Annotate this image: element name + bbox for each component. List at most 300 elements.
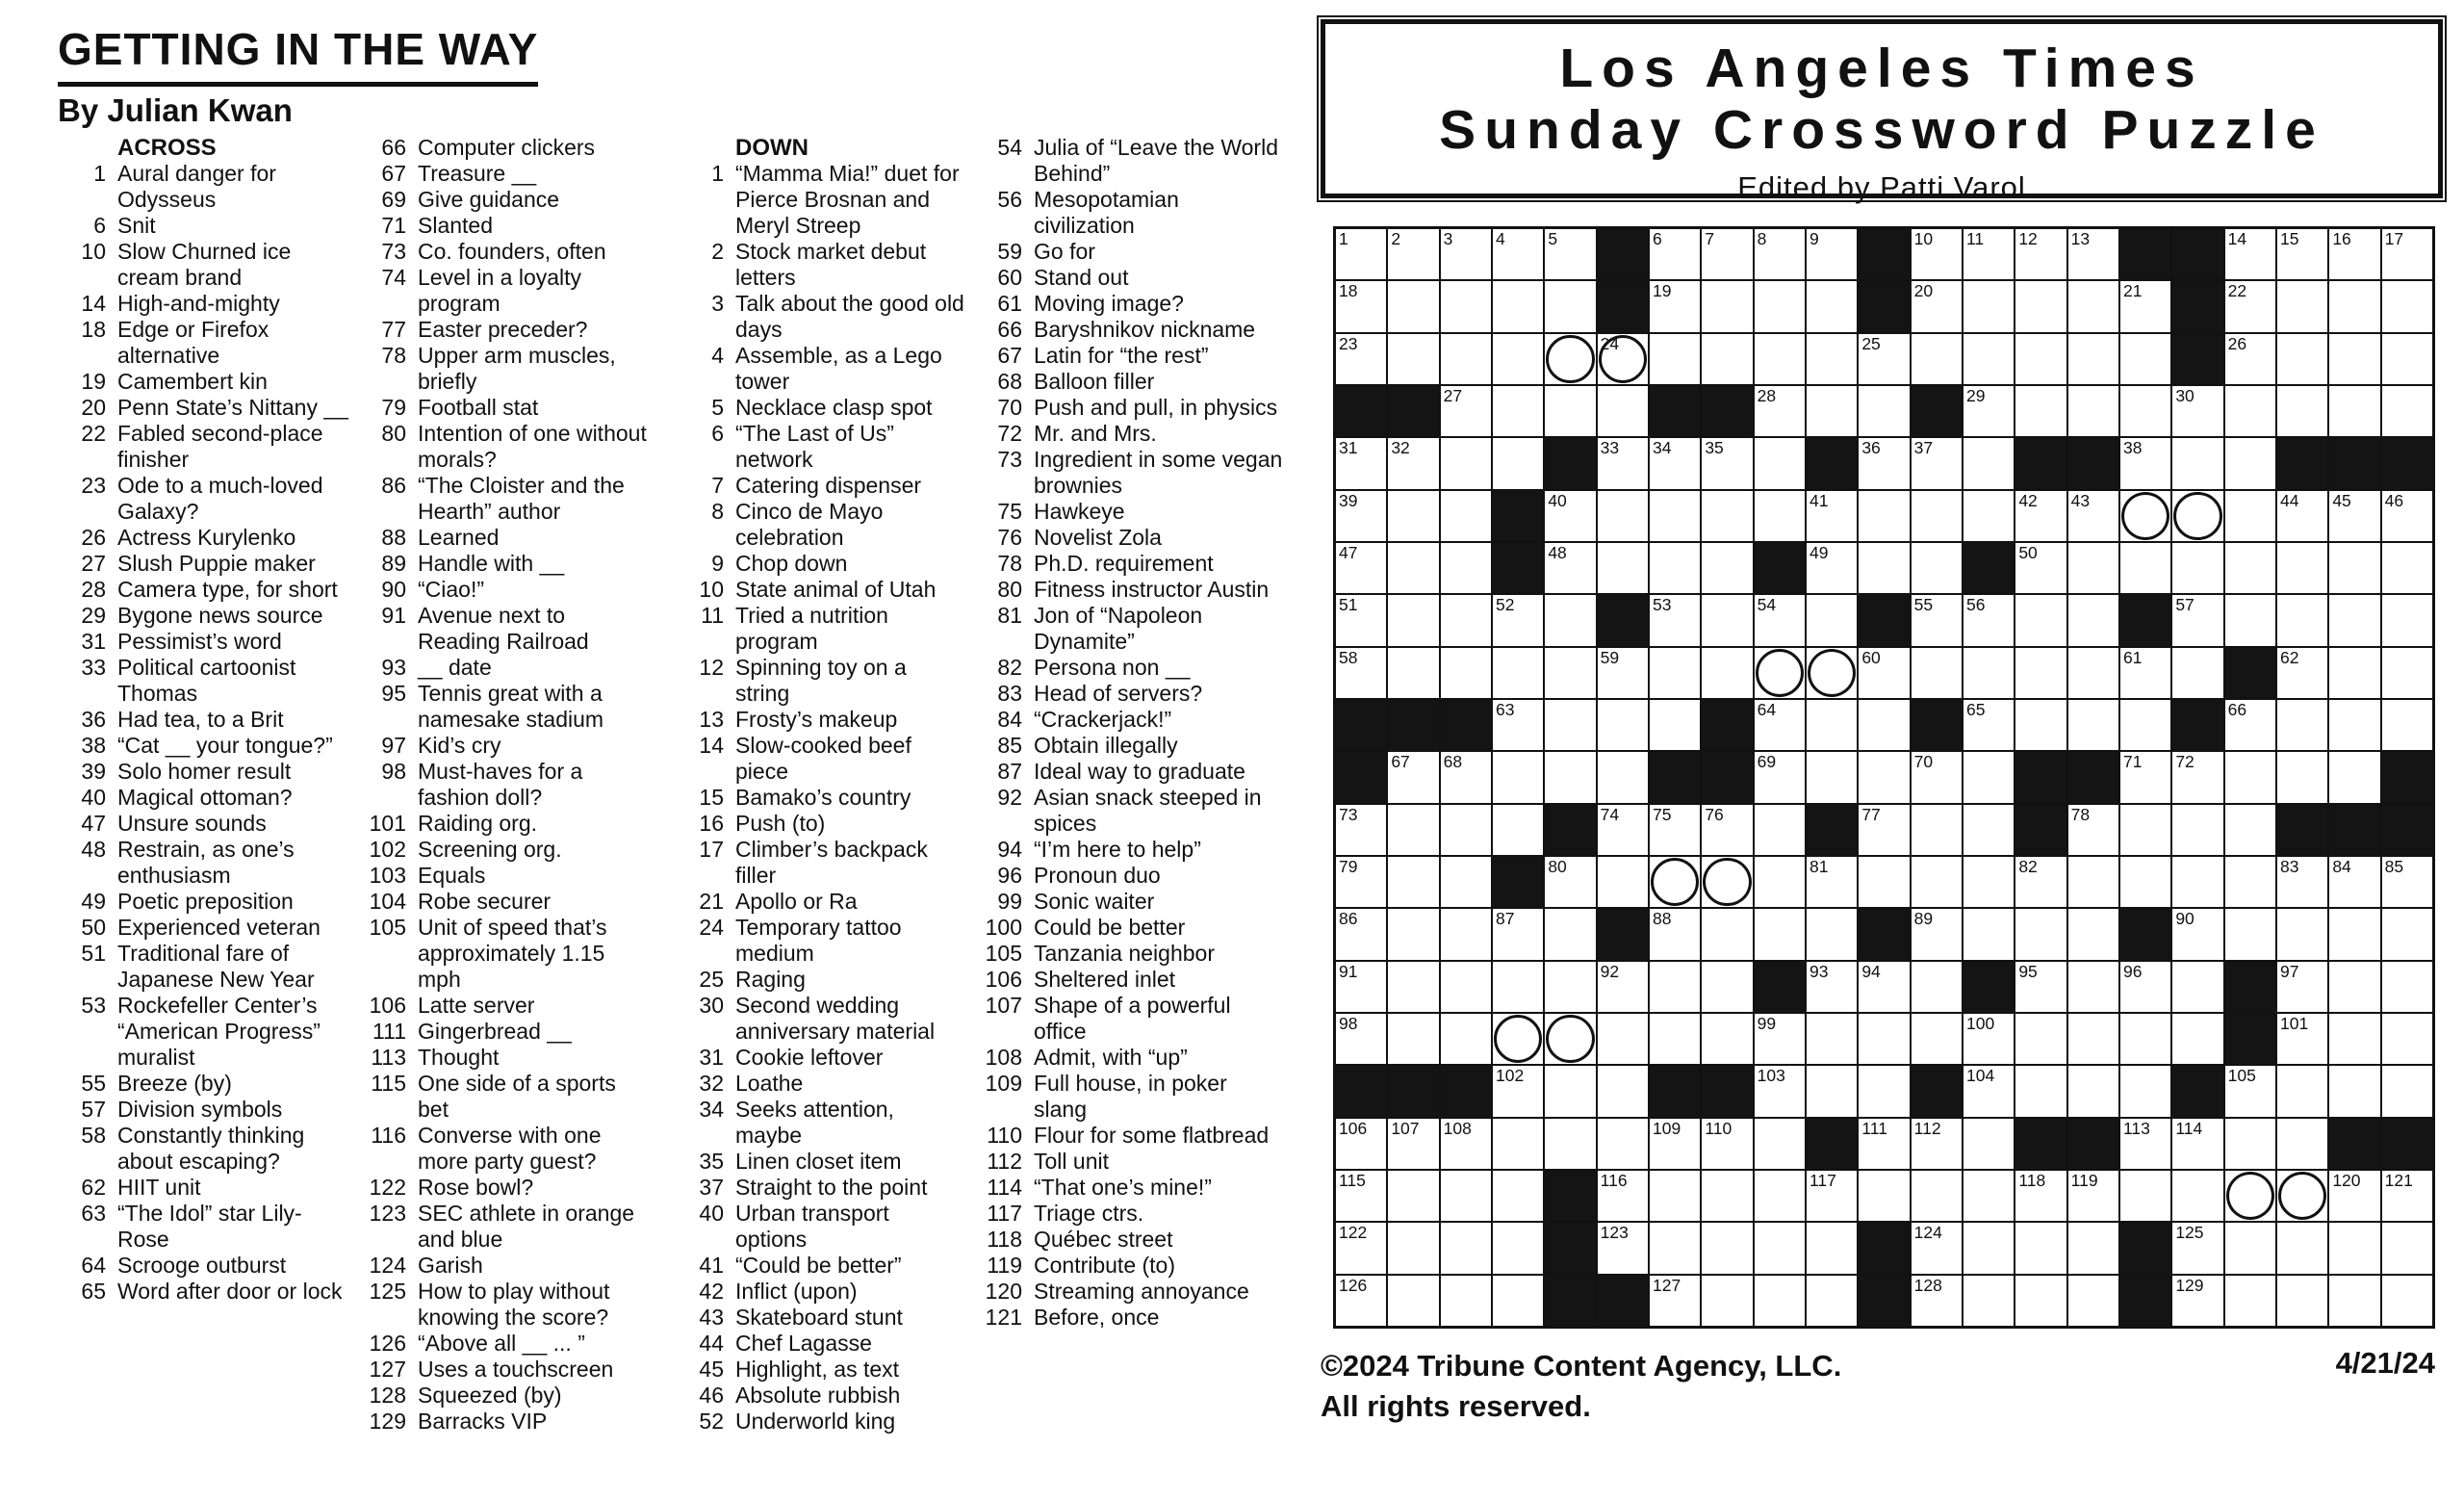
grid-cell[interactable] <box>2382 334 2432 384</box>
grid-cell[interactable] <box>1336 281 1386 331</box>
grid-cell[interactable] <box>2382 1014 2432 1064</box>
grid-cell[interactable] <box>1755 1014 1805 1064</box>
grid-cell[interactable] <box>1598 1223 1648 1273</box>
grid-cell[interactable] <box>2329 334 2379 384</box>
grid-cell[interactable] <box>2329 491 2379 541</box>
grid-cell[interactable] <box>2172 1171 2222 1221</box>
grid-cell[interactable] <box>1755 1276 1805 1326</box>
grid-cell[interactable] <box>1755 700 1805 750</box>
grid-cell[interactable] <box>2225 752 2275 802</box>
grid-cell[interactable] <box>1545 595 1595 645</box>
grid-cell[interactable] <box>2015 1014 2066 1064</box>
grid-cell[interactable] <box>1859 491 1909 541</box>
grid-cell[interactable] <box>1964 700 2014 750</box>
grid-cell[interactable] <box>2225 805 2275 855</box>
grid-cell[interactable] <box>2329 543 2379 593</box>
grid-cell[interactable] <box>1964 909 2014 959</box>
grid-cell[interactable] <box>1755 229 1805 279</box>
grid-cell[interactable] <box>1807 595 1857 645</box>
grid-cell[interactable] <box>2382 909 2432 959</box>
grid-cell[interactable] <box>2120 962 2170 1012</box>
grid-cell[interactable] <box>1807 700 1857 750</box>
grid-cell[interactable] <box>2015 229 2066 279</box>
grid-cell[interactable] <box>2015 386 2066 436</box>
grid-cell[interactable] <box>2225 543 2275 593</box>
grid-cell[interactable] <box>2382 281 2432 331</box>
grid-cell[interactable] <box>2225 1171 2275 1221</box>
grid-cell[interactable] <box>1964 1119 2014 1169</box>
grid-cell[interactable] <box>1755 281 1805 331</box>
grid-cell[interactable] <box>1912 752 1962 802</box>
grid-cell[interactable] <box>2329 962 2379 1012</box>
grid-cell[interactable] <box>1441 909 1491 959</box>
grid-cell[interactable] <box>1755 438 1805 488</box>
grid-cell[interactable] <box>1336 595 1386 645</box>
grid-cell[interactable] <box>2172 1119 2222 1169</box>
grid-cell[interactable] <box>1964 491 2014 541</box>
grid-cell[interactable] <box>2277 648 2327 698</box>
grid-cell[interactable] <box>1755 909 1805 959</box>
grid-cell[interactable] <box>1912 909 1962 959</box>
grid-cell[interactable] <box>2172 491 2222 541</box>
grid-cell[interactable] <box>2329 281 2379 331</box>
grid-cell[interactable] <box>2329 1276 2379 1326</box>
grid-cell[interactable] <box>1598 334 1648 384</box>
grid-cell[interactable] <box>1912 1014 1962 1064</box>
grid-cell[interactable] <box>1912 438 1962 488</box>
grid-cell[interactable] <box>2015 962 2066 1012</box>
grid-cell[interactable] <box>2329 229 2379 279</box>
grid-cell[interactable] <box>1650 543 1700 593</box>
grid-cell[interactable] <box>1545 1066 1595 1116</box>
grid-cell[interactable] <box>2120 281 2170 331</box>
grid-cell[interactable] <box>2172 1014 2222 1064</box>
grid-cell[interactable] <box>1912 648 1962 698</box>
grid-cell[interactable] <box>1807 962 1857 1012</box>
grid-cell[interactable] <box>1964 805 2014 855</box>
grid-cell[interactable] <box>1598 1014 1648 1064</box>
grid-cell[interactable] <box>2015 648 2066 698</box>
grid-cell[interactable] <box>1388 1223 1438 1273</box>
grid-cell[interactable] <box>2225 909 2275 959</box>
grid-cell[interactable] <box>2382 595 2432 645</box>
grid-cell[interactable] <box>1755 805 1805 855</box>
grid-cell[interactable] <box>2382 1276 2432 1326</box>
grid-cell[interactable] <box>2068 1223 2118 1273</box>
grid-cell[interactable] <box>2329 909 2379 959</box>
grid-cell[interactable] <box>1859 543 1909 593</box>
grid-cell[interactable] <box>1388 438 1438 488</box>
grid-cell[interactable] <box>1598 438 1648 488</box>
grid-cell[interactable] <box>2277 595 2327 645</box>
grid-cell[interactable] <box>1545 281 1595 331</box>
grid-cell[interactable] <box>1755 491 1805 541</box>
grid-cell[interactable] <box>1859 1171 1909 1221</box>
grid-cell[interactable] <box>2277 700 2327 750</box>
grid-cell[interactable] <box>2015 1276 2066 1326</box>
grid-cell[interactable] <box>1493 752 1543 802</box>
grid-cell[interactable] <box>1755 386 1805 436</box>
grid-cell[interactable] <box>1912 491 1962 541</box>
grid-cell[interactable] <box>2015 595 2066 645</box>
grid-cell[interactable] <box>1650 909 1700 959</box>
grid-cell[interactable] <box>1545 909 1595 959</box>
grid-cell[interactable] <box>1807 1066 1857 1116</box>
grid-cell[interactable] <box>1650 595 1700 645</box>
grid-cell[interactable] <box>1964 334 2014 384</box>
grid-cell[interactable] <box>1493 1119 1543 1169</box>
grid-cell[interactable] <box>1336 648 1386 698</box>
grid-cell[interactable] <box>1912 1223 1962 1273</box>
grid-cell[interactable] <box>2120 543 2170 593</box>
grid-cell[interactable] <box>1650 857 1700 907</box>
grid-cell[interactable] <box>1545 648 1595 698</box>
grid-cell[interactable] <box>2068 543 2118 593</box>
grid-cell[interactable] <box>2068 700 2118 750</box>
grid-cell[interactable] <box>2068 229 2118 279</box>
grid-cell[interactable] <box>1598 491 1648 541</box>
grid-cell[interactable] <box>1702 1119 1752 1169</box>
grid-cell[interactable] <box>1598 386 1648 436</box>
grid-cell[interactable] <box>1912 805 1962 855</box>
grid-cell[interactable] <box>1441 1171 1491 1221</box>
grid-cell[interactable] <box>1650 1276 1700 1326</box>
grid-cell[interactable] <box>1441 386 1491 436</box>
grid-cell[interactable] <box>2172 962 2222 1012</box>
grid-cell[interactable] <box>1493 386 1543 436</box>
grid-cell[interactable] <box>1336 1171 1386 1221</box>
grid-cell[interactable] <box>1964 648 2014 698</box>
grid-cell[interactable] <box>1388 1171 1438 1221</box>
grid-cell[interactable] <box>1964 1066 2014 1116</box>
grid-cell[interactable] <box>1441 1119 1491 1169</box>
grid-cell[interactable] <box>1545 334 1595 384</box>
grid-cell[interactable] <box>1964 386 2014 436</box>
grid-cell[interactable] <box>1650 281 1700 331</box>
grid-cell[interactable] <box>2382 386 2432 436</box>
grid-cell[interactable] <box>1493 334 1543 384</box>
grid-cell[interactable] <box>1807 386 1857 436</box>
grid-cell[interactable] <box>1388 543 1438 593</box>
grid-cell[interactable] <box>2277 1171 2327 1221</box>
grid-cell[interactable] <box>2382 700 2432 750</box>
grid-cell[interactable] <box>2120 1171 2170 1221</box>
grid-cell[interactable] <box>1441 491 1491 541</box>
grid-cell[interactable] <box>1702 229 1752 279</box>
grid-cell[interactable] <box>1650 1171 1700 1221</box>
grid-cell[interactable] <box>1388 1014 1438 1064</box>
grid-cell[interactable] <box>1493 1223 1543 1273</box>
grid-cell[interactable] <box>2172 805 2222 855</box>
grid-cell[interactable] <box>2277 909 2327 959</box>
grid-cell[interactable] <box>1964 438 2014 488</box>
grid-cell[interactable] <box>1912 595 1962 645</box>
grid-cell[interactable] <box>2277 1276 2327 1326</box>
grid-cell[interactable] <box>1650 1119 1700 1169</box>
grid-cell[interactable] <box>1964 1014 2014 1064</box>
grid-cell[interactable] <box>2382 1066 2432 1116</box>
grid-cell[interactable] <box>2172 1223 2222 1273</box>
grid-cell[interactable] <box>1859 438 1909 488</box>
grid-cell[interactable] <box>2225 281 2275 331</box>
grid-cell[interactable] <box>1545 543 1595 593</box>
grid-cell[interactable] <box>1807 1223 1857 1273</box>
grid-cell[interactable] <box>2277 334 2327 384</box>
grid-cell[interactable] <box>2225 857 2275 907</box>
grid-cell[interactable] <box>1859 857 1909 907</box>
grid-cell[interactable] <box>1807 1171 1857 1221</box>
grid-cell[interactable] <box>2120 438 2170 488</box>
grid-cell[interactable] <box>1545 700 1595 750</box>
grid-cell[interactable] <box>1964 229 2014 279</box>
grid-cell[interactable] <box>1859 386 1909 436</box>
grid-cell[interactable] <box>2329 1066 2379 1116</box>
grid-cell[interactable] <box>2225 1119 2275 1169</box>
grid-cell[interactable] <box>1441 857 1491 907</box>
grid-cell[interactable] <box>1702 648 1752 698</box>
grid-cell[interactable] <box>1441 752 1491 802</box>
grid-cell[interactable] <box>1859 1119 1909 1169</box>
grid-cell[interactable] <box>2277 1014 2327 1064</box>
grid-cell[interactable] <box>1755 1066 1805 1116</box>
grid-cell[interactable] <box>1598 857 1648 907</box>
grid-cell[interactable] <box>2382 648 2432 698</box>
grid-cell[interactable] <box>1964 1276 2014 1326</box>
grid-cell[interactable] <box>2225 1276 2275 1326</box>
grid-cell[interactable] <box>1441 229 1491 279</box>
grid-cell[interactable] <box>2068 1276 2118 1326</box>
grid-cell[interactable] <box>1859 1014 1909 1064</box>
grid-cell[interactable] <box>1388 962 1438 1012</box>
grid-cell[interactable] <box>1336 334 1386 384</box>
grid-cell[interactable] <box>2015 909 2066 959</box>
grid-cell[interactable] <box>1912 281 1962 331</box>
grid-cell[interactable] <box>2225 438 2275 488</box>
grid-cell[interactable] <box>1755 1223 1805 1273</box>
grid-cell[interactable] <box>2277 962 2327 1012</box>
grid-cell[interactable] <box>1545 229 1595 279</box>
grid-cell[interactable] <box>2277 752 2327 802</box>
grid-cell[interactable] <box>1336 491 1386 541</box>
grid-cell[interactable] <box>1702 1276 1752 1326</box>
grid-cell[interactable] <box>1702 857 1752 907</box>
grid-cell[interactable] <box>1807 543 1857 593</box>
grid-cell[interactable] <box>1388 909 1438 959</box>
grid-cell[interactable] <box>1859 752 1909 802</box>
grid-cell[interactable] <box>1545 752 1595 802</box>
grid-cell[interactable] <box>1336 857 1386 907</box>
grid-cell[interactable] <box>1598 1066 1648 1116</box>
grid-cell[interactable] <box>1807 281 1857 331</box>
grid-cell[interactable] <box>2172 752 2222 802</box>
grid-cell[interactable] <box>1388 805 1438 855</box>
grid-cell[interactable] <box>2225 491 2275 541</box>
grid-cell[interactable] <box>1441 595 1491 645</box>
grid-cell[interactable] <box>2382 491 2432 541</box>
grid-cell[interactable] <box>2120 857 2170 907</box>
grid-cell[interactable] <box>2329 386 2379 436</box>
grid-cell[interactable] <box>1964 595 2014 645</box>
grid-cell[interactable] <box>2225 700 2275 750</box>
grid-cell[interactable] <box>1964 1171 2014 1221</box>
grid-cell[interactable] <box>1598 962 1648 1012</box>
grid-cell[interactable] <box>1388 334 1438 384</box>
grid-cell[interactable] <box>1650 229 1700 279</box>
grid-cell[interactable] <box>2015 543 2066 593</box>
grid-cell[interactable] <box>2015 1171 2066 1221</box>
grid-cell[interactable] <box>1702 909 1752 959</box>
grid-cell[interactable] <box>1755 857 1805 907</box>
grid-cell[interactable] <box>1441 1223 1491 1273</box>
grid-cell[interactable] <box>1807 909 1857 959</box>
grid-cell[interactable] <box>1545 386 1595 436</box>
grid-cell[interactable] <box>1755 752 1805 802</box>
grid-cell[interactable] <box>2015 334 2066 384</box>
grid-cell[interactable] <box>1336 1014 1386 1064</box>
grid-cell[interactable] <box>1807 648 1857 698</box>
grid-cell[interactable] <box>1598 543 1648 593</box>
grid-cell[interactable] <box>1650 805 1700 855</box>
grid-cell[interactable] <box>1441 334 1491 384</box>
grid-cell[interactable] <box>2382 857 2432 907</box>
grid-cell[interactable] <box>1388 857 1438 907</box>
grid-cell[interactable] <box>1807 491 1857 541</box>
grid-cell[interactable] <box>1493 1171 1543 1221</box>
grid-cell[interactable] <box>2225 386 2275 436</box>
grid-cell[interactable] <box>2015 1066 2066 1116</box>
grid-cell[interactable] <box>1650 962 1700 1012</box>
grid-cell[interactable] <box>2068 386 2118 436</box>
grid-cell[interactable] <box>1702 281 1752 331</box>
grid-cell[interactable] <box>2068 595 2118 645</box>
grid-cell[interactable] <box>2225 595 2275 645</box>
grid-cell[interactable] <box>1598 1171 1648 1221</box>
grid-cell[interactable] <box>2382 962 2432 1012</box>
grid-cell[interactable] <box>1964 857 2014 907</box>
grid-cell[interactable] <box>2068 1066 2118 1116</box>
grid-cell[interactable] <box>1441 543 1491 593</box>
grid-cell[interactable] <box>1650 1014 1700 1064</box>
grid-cell[interactable] <box>1807 752 1857 802</box>
grid-cell[interactable] <box>1493 438 1543 488</box>
grid-cell[interactable] <box>1912 1171 1962 1221</box>
grid-cell[interactable] <box>2225 334 2275 384</box>
grid-cell[interactable] <box>1336 438 1386 488</box>
grid-cell[interactable] <box>2015 281 2066 331</box>
grid-cell[interactable] <box>1493 595 1543 645</box>
grid-cell[interactable] <box>1493 281 1543 331</box>
grid-cell[interactable] <box>1493 805 1543 855</box>
grid-cell[interactable] <box>1859 805 1909 855</box>
grid-cell[interactable] <box>1388 281 1438 331</box>
grid-cell[interactable] <box>2068 648 2118 698</box>
grid-cell[interactable] <box>2068 805 2118 855</box>
grid-cell[interactable] <box>1336 229 1386 279</box>
grid-cell[interactable] <box>1336 1276 1386 1326</box>
grid-cell[interactable] <box>1807 334 1857 384</box>
grid-cell[interactable] <box>2068 857 2118 907</box>
grid-cell[interactable] <box>1388 648 1438 698</box>
grid-cell[interactable] <box>1441 1276 1491 1326</box>
grid-cell[interactable] <box>2120 386 2170 436</box>
grid-cell[interactable] <box>1598 805 1648 855</box>
grid-cell[interactable] <box>1702 962 1752 1012</box>
grid-cell[interactable] <box>1493 909 1543 959</box>
grid-cell[interactable] <box>2277 1119 2327 1169</box>
grid-cell[interactable] <box>1650 491 1700 541</box>
grid-cell[interactable] <box>2015 491 2066 541</box>
grid-cell[interactable] <box>2382 543 2432 593</box>
grid-cell[interactable] <box>1493 229 1543 279</box>
grid-cell[interactable] <box>1964 1223 2014 1273</box>
grid-cell[interactable] <box>2172 909 2222 959</box>
grid-cell[interactable] <box>1441 1014 1491 1064</box>
grid-cell[interactable] <box>2277 543 2327 593</box>
grid-cell[interactable] <box>1388 1276 1438 1326</box>
grid-cell[interactable] <box>1650 438 1700 488</box>
grid-cell[interactable] <box>1755 1119 1805 1169</box>
grid-cell[interactable] <box>1859 700 1909 750</box>
grid-cell[interactable] <box>1441 438 1491 488</box>
grid-cell[interactable] <box>1650 648 1700 698</box>
grid-cell[interactable] <box>1964 752 2014 802</box>
grid-cell[interactable] <box>1336 909 1386 959</box>
grid-cell[interactable] <box>2329 857 2379 907</box>
grid-cell[interactable] <box>2068 962 2118 1012</box>
grid-cell[interactable] <box>2172 595 2222 645</box>
grid-cell[interactable] <box>1545 962 1595 1012</box>
grid-cell[interactable] <box>1493 700 1543 750</box>
grid-cell[interactable] <box>2172 648 2222 698</box>
grid-cell[interactable] <box>1441 281 1491 331</box>
grid-cell[interactable] <box>1493 1276 1543 1326</box>
grid-cell[interactable] <box>1702 1223 1752 1273</box>
grid-cell[interactable] <box>1545 1119 1595 1169</box>
grid-cell[interactable] <box>2068 334 2118 384</box>
grid-cell[interactable] <box>1388 595 1438 645</box>
grid-cell[interactable] <box>2329 700 2379 750</box>
grid-cell[interactable] <box>1545 491 1595 541</box>
grid-cell[interactable] <box>2068 909 2118 959</box>
grid-cell[interactable] <box>1964 281 2014 331</box>
grid-cell[interactable] <box>1859 334 1909 384</box>
grid-cell[interactable] <box>2277 281 2327 331</box>
grid-cell[interactable] <box>2120 334 2170 384</box>
grid-cell[interactable] <box>2329 1014 2379 1064</box>
grid-cell[interactable] <box>1598 648 1648 698</box>
grid-cell[interactable] <box>2120 1119 2170 1169</box>
grid-cell[interactable] <box>2172 857 2222 907</box>
grid-cell[interactable] <box>1807 1014 1857 1064</box>
grid-cell[interactable] <box>1702 1171 1752 1221</box>
grid-cell[interactable] <box>2225 229 2275 279</box>
grid-cell[interactable] <box>1912 1276 1962 1326</box>
grid-cell[interactable] <box>2120 805 2170 855</box>
grid-cell[interactable] <box>1545 1014 1595 1064</box>
grid-cell[interactable] <box>1336 1223 1386 1273</box>
grid-cell[interactable] <box>2382 1223 2432 1273</box>
grid-cell[interactable] <box>1807 229 1857 279</box>
grid-cell[interactable] <box>1912 229 1962 279</box>
grid-cell[interactable] <box>1493 962 1543 1012</box>
grid-cell[interactable] <box>2068 281 2118 331</box>
grid-cell[interactable] <box>1388 1119 1438 1169</box>
grid-cell[interactable] <box>1702 543 1752 593</box>
grid-cell[interactable] <box>2329 1171 2379 1221</box>
grid-cell[interactable] <box>2277 386 2327 436</box>
grid-cell[interactable] <box>1912 857 1962 907</box>
grid-cell[interactable] <box>2329 752 2379 802</box>
